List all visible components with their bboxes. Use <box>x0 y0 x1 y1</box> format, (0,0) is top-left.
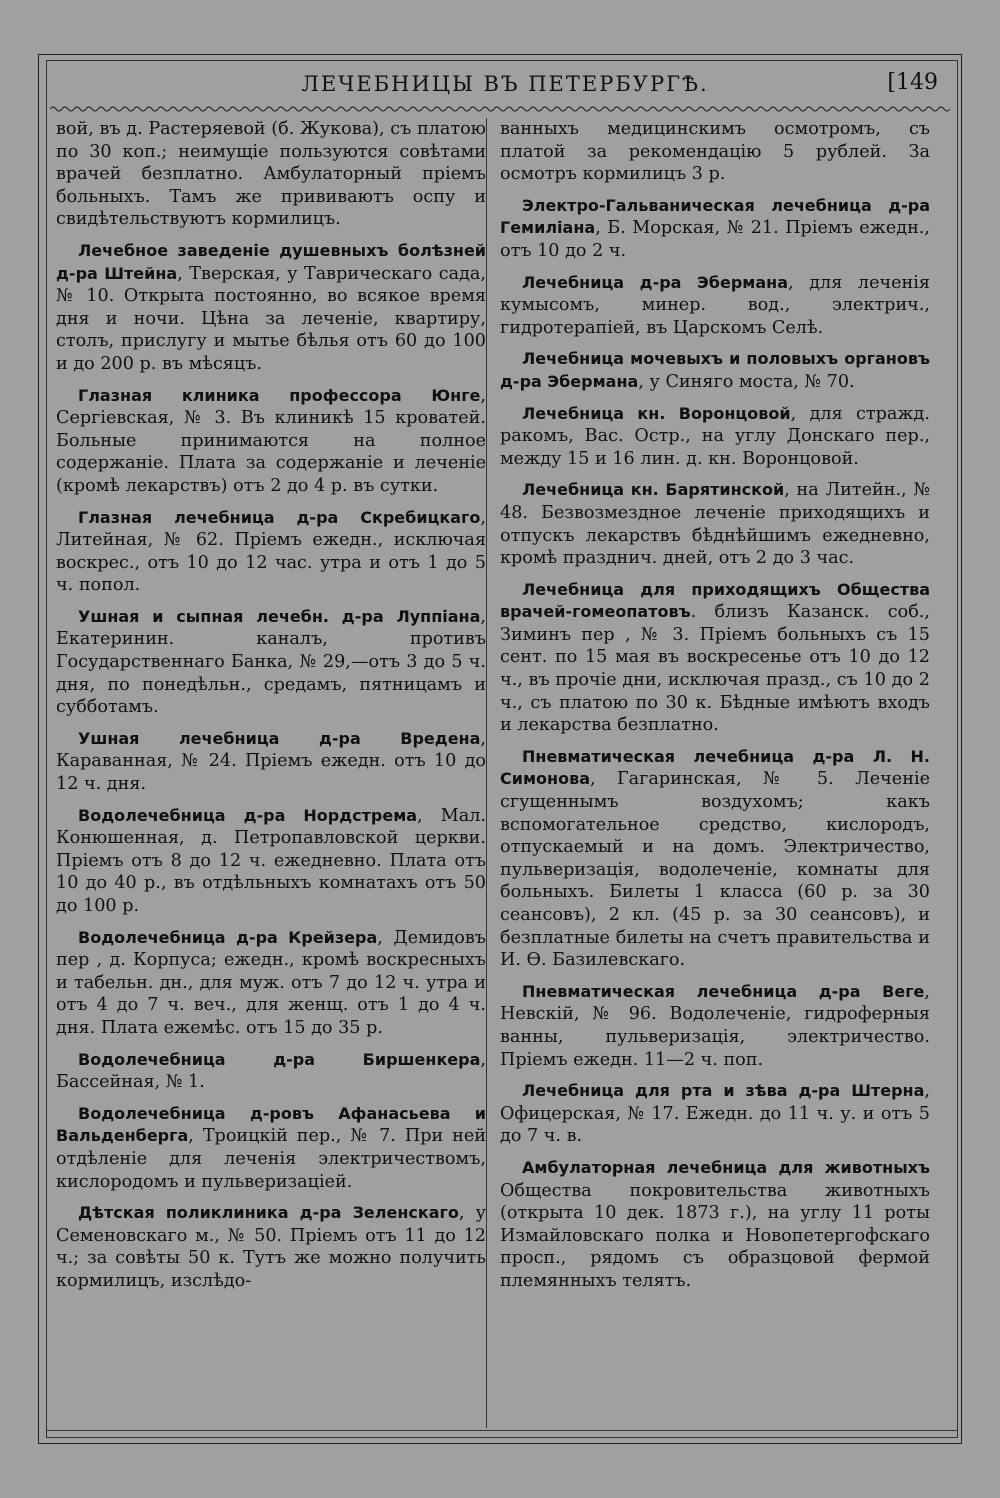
entry-paragraph <box>56 606 486 719</box>
entry-paragraph <box>500 746 930 972</box>
entry-text: , Екатеринин. каналъ, противъ Государственнаго Банка, № 29,—отъ 3 до 5 ч. дня, по понедѣльн., средамъ, пятницамъ и субботамъ. <box>56 606 486 718</box>
entry-heading: Амбулаторная лечебница для животныхъ <box>522 1157 930 1177</box>
entry-text: вой, въ д. Растеряевой (б. Жукова), съ платою по 30 коп.; неимущіе пользуются совѣтами врачей безплатно. Амбулаторный пріемъ больныхъ. Тамъ же прививаютъ оспу и свидѣтельствуютъ кормилицъ. <box>56 119 486 230</box>
entry-paragraph <box>56 1103 486 1193</box>
entry-text: , Тверская, у Таврическаго сада, № 10. Открыта постоянно, во всякое время дня и ночи. Цѣна за леченіе, квартиру, столъ, прислугу и мытье бѣлья отъ 60 до 100 и до 200 р. въ мѣсяцъ. <box>56 263 486 374</box>
wavy-rule <box>50 104 950 114</box>
entry-paragraph <box>56 1049 486 1094</box>
entry-paragraph <box>500 479 930 569</box>
entry-paragraph <box>500 348 930 393</box>
entry-heading: Глазная клиника профессора Юнге <box>78 385 481 405</box>
entry-text: , Мал. Конюшенная, д. Петропавловской церкви. Пріемъ отъ 8 до 12 ч. ежедневно. Плата отъ 10 до 40 р., въ отдѣльныхъ комнатахъ отъ 50 до 100 р. <box>56 805 486 916</box>
entry-paragraph <box>500 118 930 186</box>
entry-paragraph <box>500 981 930 1071</box>
entry-heading: Лечебница кн. Воронцовой <box>522 403 791 423</box>
entry-heading: Глазная лечебница д-ра Скребицкаго <box>78 507 481 527</box>
page-number: [149 <box>887 70 938 95</box>
entry-paragraph <box>56 1202 486 1292</box>
entry-paragraph <box>500 579 930 737</box>
entry-paragraph <box>56 385 486 498</box>
entry-paragraph <box>500 1157 930 1293</box>
entry-paragraph <box>56 927 486 1040</box>
right-column <box>500 118 930 1302</box>
entry-text: , Литейная, № 62. Пріемъ ежедн., исключая воскрес., отъ 10 до 12 час. утра и отъ 1 до 5 ч. попол. <box>56 507 486 596</box>
entry-text: , Бассейная, № 1. <box>56 1049 486 1093</box>
entry-text: , у Семеновскаго м., № 50. Пріемъ отъ 11 до 12 ч.; за совѣты 50 к. Тутъ же можно получить кормилицъ, изслѣдо- <box>56 1203 486 1291</box>
entry-heading: Лечебница для рта и зѣва д-ра Штерна <box>522 1081 925 1101</box>
entry-paragraph <box>500 403 930 471</box>
entry-text: , Троицкій пер., № 7. При ней отдѣленіе для леченія электричествомъ, кислородомъ и пульверизаціей. <box>56 1126 486 1192</box>
entry-heading: Лечебница мочевыхъ и половыхъ органовъ д-ра Эбермана <box>500 349 930 391</box>
entry-text: , Гагаринская, № 5. Леченіе сгущеннымъ воздухомъ; какъ вспомогательное средство, кислородъ, отпускаемый и на домъ. Электричество, пульверизація, водолеченіе, комнаты для больныхъ. Билеты 1 класса (60 р. за 30 сеансовъ), 2 кл. (45 р. за 30 сеансовъ), и безплатные билеты на счетъ правительства и И. Ѳ. Базилевскаго. <box>500 769 930 971</box>
running-title: ЛЕЧЕБНИЦЫ ВЪ ПЕТЕРБУРГѢ. <box>301 72 709 96</box>
entry-paragraph <box>500 1080 930 1148</box>
entry-heading: Водолечебница д-ра Биршенкера <box>78 1049 481 1069</box>
entry-text: , Сергіевская, № 3. Въ клиникѣ 15 кроватей. Больные принимаются на полное содержаніе. Плата за содержаніе и леченіе (кромѣ лекарствъ) отъ 2 до 4 р. въ сутки. <box>56 385 486 496</box>
entry-text: , Демидовъ пер , д. Корпуса; ежедн., кромѣ воскресныхъ и табельн. дн., для муж. отъ 7 до 12 ч. утра и отъ 4 до 7 ч. веч., для женщ. отъ 1 до 4 ч. дня. Плата ежемѣс. отъ 15 до 35 р. <box>56 927 487 1038</box>
two-column-body <box>52 118 952 1428</box>
entry-heading: Водолечебница д-ра Нордстрема <box>78 805 418 825</box>
entry-paragraph <box>56 728 486 796</box>
page-header <box>60 70 950 104</box>
entry-paragraph <box>56 805 486 918</box>
entry-heading: Дѣтская поликлиника д-ра Зеленскаго <box>78 1203 459 1223</box>
entry-heading: Водолечебница д-ра Крейзера <box>78 927 378 947</box>
entry-paragraph <box>56 240 486 376</box>
entry-text: , Невскій, № 96. Водолеченіе, гидроферныя ванны, пульверизація, электричество. Пріемъ ежедн. 11—2 ч. поп. <box>500 981 930 1070</box>
bottom-rule <box>46 1430 958 1431</box>
entry-heading: Водолечебница д-ровъ Афанасьева и Вальденберга <box>56 1103 486 1146</box>
entry-paragraph <box>500 195 930 263</box>
entry-heading: Пневматическая лечебница д-ра Л. Н. Симонова <box>500 746 930 789</box>
entry-text: Общества покровительства животныхъ (открыта 10 дек. 1873 г.), на углу 11 роты Измайловскаго полка и Новопетергофскаго просп., рядомъ съ образцовой фермой племянныхъ телятъ. <box>500 1180 930 1291</box>
entry-text: , для стражд. ракомъ, Вас. Остр., на углу Донскаго пер., между 15 и 16 лин. д. кн. Воронцовой. <box>500 403 930 469</box>
entry-text: , Офицерская, № 17. Ежедн. до 11 ч. у. и отъ 5 до 7 ч. в. <box>500 1081 930 1147</box>
entry-paragraph <box>500 272 930 340</box>
entry-paragraph <box>56 507 486 597</box>
entry-heading: Ушная лечебница д-ра Вредена <box>78 728 481 748</box>
column-divider <box>486 118 487 1428</box>
entry-text: , Б. Морская, № 21. Пріемъ ежедн., отъ 10 до 2 ч. <box>500 218 930 261</box>
entry-text: , Караванная, № 24. Пріемъ ежедн. отъ 10 до 12 ч. дня. <box>56 728 486 795</box>
entry-heading: Лечебное заведеніе душевныхъ болѣзней д-ра Штейна <box>56 240 486 283</box>
entry-heading: Пневматическая лечебница д-ра Веге <box>522 981 925 1001</box>
entry-heading: Электро-Гальваническая лечебница д-ра Гемиліана <box>500 195 930 238</box>
entry-heading: Лечебница д-ра Эбермана <box>522 272 788 292</box>
entry-heading: Лечебница для приходящихъ Общества врачей-гомеопатовъ <box>500 579 930 622</box>
left-column <box>56 118 486 1302</box>
entry-text: , у Синяго моста, № 70. <box>638 371 855 392</box>
entry-text: , для леченія кумысомъ, минер. вод., электрич., гидротерапіей, въ Царскомъ Селѣ. <box>500 272 930 338</box>
entry-heading: Лечебница кн. Барятинской <box>522 480 785 500</box>
entry-text: , на Литейн., № 48. Безвозмездное леченіе приходящихъ и отпускъ лекарствъ бѣднѣйшимъ ежедневно, кромѣ празднич. дней, отъ 2 до 3 час. <box>500 480 930 569</box>
entry-heading: Ушная и сыпная лечебн. д-ра Луппіана <box>78 606 481 626</box>
entry-text: . близъ Казанск. соб., Зиминъ пер , № 3. Пріемъ больныхъ съ 15 сент. по 15 мая въ воскресенье отъ 10 до 12 ч., въ прочіе дни, исключая празд., съ 10 до 2 ч., съ платою по 30 к. Бѣдные имѣютъ входъ и лекарства безплатно. <box>500 602 930 736</box>
entry-paragraph <box>56 118 486 231</box>
entry-text: ванныхъ медицинскимъ осмотромъ, съ платой за рекомендацію 5 рублей. За осмотръ кормилицъ 3 р. <box>500 119 930 185</box>
